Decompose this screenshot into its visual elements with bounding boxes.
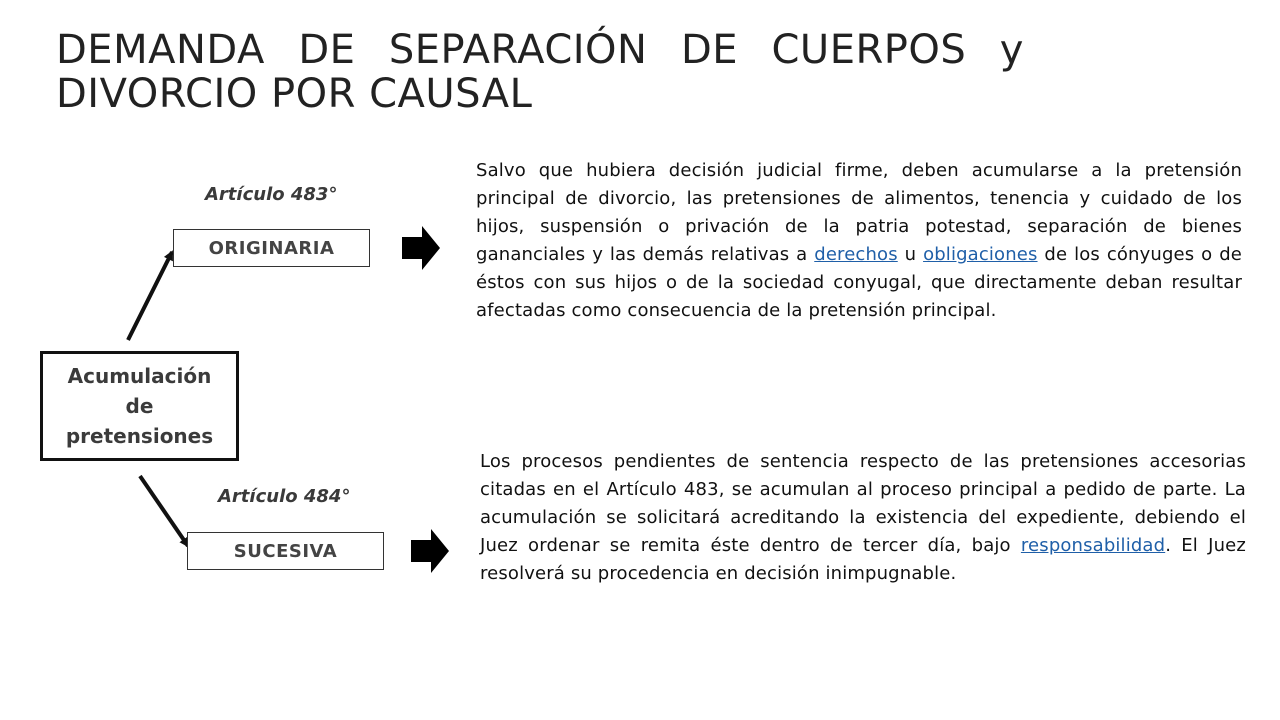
arrow-right-icon xyxy=(411,529,449,573)
text-segment: de los cónyuges o de éstos con sus hijos o de la sociedad conyugal, que directamente deban resultar afectadas como consecuencia de la pretensión principal. xyxy=(476,244,1242,321)
central-label-line: pretensiones xyxy=(65,424,214,448)
central-label-line: de xyxy=(125,394,154,418)
title-word: y xyxy=(999,27,1024,73)
title-word: DE xyxy=(680,27,739,73)
article-483-label: Artículo 483° xyxy=(205,184,338,205)
title-word: DEMANDA xyxy=(56,27,265,73)
title-word: DE xyxy=(298,27,356,73)
central-box xyxy=(40,351,239,461)
article-484-label: Artículo 484° xyxy=(218,486,351,507)
text-segment: . El Juez resolverá su procedencia en decisión inimpugnable. xyxy=(480,535,1246,584)
sucesiva-box xyxy=(187,532,384,570)
sucesiva-label: SUCESIVA xyxy=(233,540,338,562)
central-label-line: Acumulación xyxy=(67,364,212,388)
connector-up xyxy=(128,252,172,340)
arrow-right-icon xyxy=(402,226,440,270)
originaria-box xyxy=(173,229,370,267)
title-line-2: DIVORCIO POR CAUSAL xyxy=(56,71,533,117)
link-responsabilidad[interactable]: responsabilidad xyxy=(1020,535,1166,556)
link-derechos[interactable]: derechos xyxy=(814,244,898,265)
originaria-label: ORIGINARIA xyxy=(208,237,335,259)
link-obligaciones[interactable]: obligaciones xyxy=(923,244,1038,265)
title-word: SEPARACIÓN xyxy=(388,27,648,73)
connector-down xyxy=(140,476,188,546)
article-483-text xyxy=(476,157,1242,325)
title-word: CUERPOS xyxy=(771,27,967,73)
text-segment: u xyxy=(897,244,924,265)
article-484-text xyxy=(480,448,1246,588)
text-segment: Salvo que hubiera decisión judicial firme, deben acumularse a la pretensión principal de divorcio, las pretensiones de alimentos, tenencia y cuidado de los hijos, suspensión o privación de la patria potestad, separación de bienes gananciales y las demás relativas a xyxy=(476,160,1242,265)
text-segment: Los procesos pendientes de sentencia respecto de las pretensiones accesorias citadas en el Artículo 483, se acumulan al proceso principal a pedido de parte. La acumulación se solicitará acreditando la existencia del expediente, debiendo el Juez ordenar se remita éste dentro de tercer día, bajo xyxy=(480,451,1246,556)
